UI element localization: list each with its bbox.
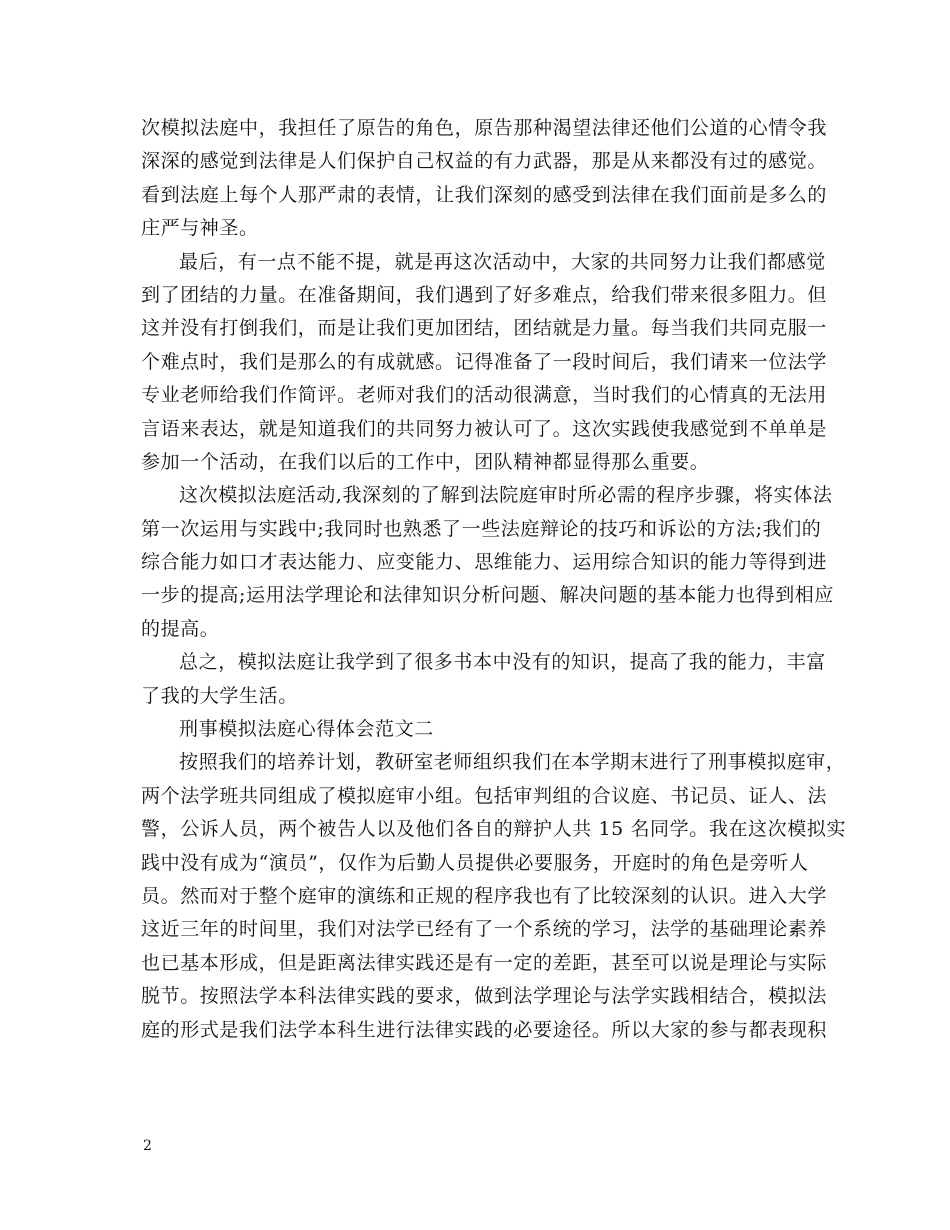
text-line: 的提高。 [141,617,220,640]
text-line: 最后，有一点不能不提，就是再这次活动中，大家的共同努力让我们都感觉 [179,250,826,273]
text-line: 专业老师给我们作简评。老师对我们的活动很满意，当时我们的心情真的无法用 [141,384,828,407]
text-line: 参加一个活动，在我们以后的工作中，团队精神都显得那么重要。 [141,450,710,473]
text-line: 总之，模拟法庭让我学到了很多书本中没有的知识，提高了我的能力，丰富 [179,651,826,674]
text-line: 一步的提高;运用法学理论和法律知识分析问题、解决问题的基本能力也得到相应 [141,584,835,607]
text-line: 脱节。按照法学本科法律实践的要求，做到法学理论与法学实践相结合，模拟法 [141,985,828,1008]
text-line: 深深的感觉到法律是人们保护自己权益的有力武器，那是从来都没有过的感觉。 [141,150,828,173]
text-line: 次模拟法庭中，我担任了原告的角色，原告那种渴望法律还他们公道的心情令我 [141,117,828,139]
text-line: 警，公诉人员，两个被告人以及他们各自的辩护人共 15 名同学。我在这次模拟实 [141,818,847,841]
page-number: 2 [143,1138,152,1154]
text-line: 员。然而对于整个庭审的演练和正规的程序我也有了比较深刻的认识。进入大学 [141,884,828,907]
text-line: 言语来表达，就是知道我们的共同努力被认可了。这次实践使我感觉到不单单是 [141,417,828,440]
text-line: 庄严与神圣。 [141,217,259,240]
text-line: 了我的大学生活。 [141,684,298,707]
text-line: 综合能力如口才表达能力、应变能力、思维能力、运用综合知识的能力等得到进 [141,551,828,574]
text-line: 看到法庭上每个人那严肃的表情，让我们深刻的感受到法律在我们面前是多么的 [141,183,828,206]
text-line: 这次模拟法庭活动,我深刻的了解到法院庭审时所必需的程序步骤，将实体法 [179,484,833,507]
text-line: 践中没有成为“演员”，仅作为后勤人员提供必要服务，开庭时的角色是旁听人 [141,851,809,874]
text-line: 刑事模拟法庭心得体会范文二 [179,718,434,741]
text-line: 第一次运用与实践中;我同时也熟悉了一些法庭辩论的技巧和诉讼的方法;我们的 [141,517,822,540]
text-line: 个难点时，我们是那么的有成就感。记得准备了一段时间后，我们请来一位法学 [141,350,828,373]
text-line: 这并没有打倒我们，而是让我们更加团结，团结就是力量。每当我们共同克服一 [141,317,828,340]
text-line: 到了团结的力量。在准备期间，我们遇到了好多难点，给我们带来很多阻力。但 [141,283,828,306]
text-line: 这近三年的时间里，我们对法学已经有了一个系统的学习，法学的基础理论素养 [141,918,828,941]
text-line: 也已基本形成，但是距离法律实践还是有一定的差距，甚至可以说是理论与实际 [141,951,828,974]
text-line: 庭的形式是我们法学本科生进行法律实践的必要途径。所以大家的参与都表现积 [141,1018,828,1041]
text-line: 按照我们的培养计划，教研室老师组织我们在本学期末进行了刑事模拟庭审， [179,751,846,774]
text-line: 两个法学班共同组成了模拟庭审小组。包括审判组的合议庭、书记员、证人、法 [141,784,828,807]
body-text [141,112,847,1047]
